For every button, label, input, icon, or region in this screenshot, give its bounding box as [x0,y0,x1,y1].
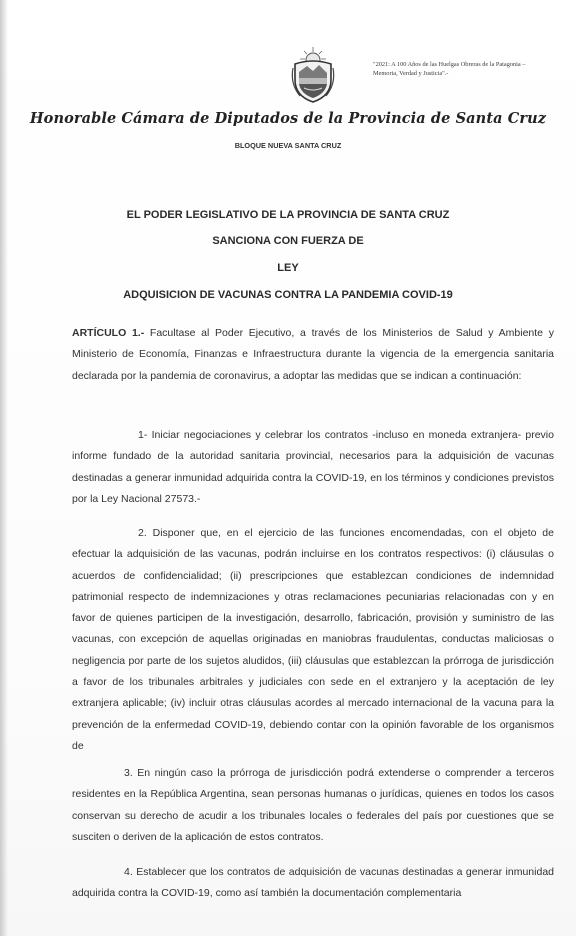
heading-legislative-power: EL PODER LEGISLATIVO DE LA PROVINCIA DE SANTA CRUZ [126,209,450,221]
item-3: 3. En ningún caso la prórroga de jurisdicción podrá extenderse o comprender a terceros residentes en la República Argentina, sean personas humanas o jurídicas, quienes en todos los casos conservan su derecho de acudir a los tribunales locales o federales del país por cuestiones que se susciten o deriven de la aplicación de estos contratos. [72,767,554,843]
chamber-title: Honorable Cámara de Diputados de la Provincia de Santa Cruz [29,110,547,127]
item-1: 1- Iniciar negociaciones y celebrar los contratos -incluso en moneda extranjera- previo informe fundado de la autoridad sanitaria provincial, necesarios para la adquisición de vacunas destinadas a generar inmunidad adquirida contra la COVID-19, en los términos y condiciones previstos por la Ley Nacional 27573.- [72,429,554,505]
heading-law-title: ADQUISICION DE VACUNAS CONTRA LA PANDEMIA COVID-19 [123,289,453,301]
provincial-seal-icon [290,44,336,104]
item-2: 2. Disponer que, en el ejercicio de las funciones encomendadas, con el objeto de efectuar la adquisición de las vacunas, podrán incluirse en los contratos respectivos: (i) cláusulas o acuerdos de confidencialidad; (ii) prescripciones que establezcan condiciones de indemnidad patrimonial respecto de indemnizaciones y otras reclamaciones pecuniarias relacionadas con y en favor de quienes participen de la investigación, desarrollo, fabricación, provisión y suministro de las vacunas, con excepción de aquellas originadas en maniobras fraudulentas, conductas maliciosas o negligencia por parte de los sujetos aludidos, (iii) cláusulas que establezcan la prórroga de jurisdicción a favor de los tribunales arbitrales y judiciales con sede en el extranjero y la aceptación de ley extranjera aplicable; (iv) incluir otras cláusulas acordes al mercado internacional de la vacuna para la prevención de la enfermedad COVID-19, debiendo contar con la opinión favorable de los organismos de [72,527,554,752]
item-4: 4. Establecer que los contratos de adquisición de vacunas destinadas a generar inmunidad adquirida contra la COVID-19, como así también la documentación complementaria [72,866,554,900]
article-1-text: Facultase al Poder Ejecutivo, a través de los Ministerios de Salud y Ambiente y Ministerio de Economía, Finanzas e Infraestructura durante la vigencia de la emergencia sanitaria declarada por la pandemia de coronavirus, a adoptar las medidas que se indican a continuación: [72,327,554,382]
heading-law: LEY [277,262,299,274]
bloc-name: BLOQUE NUEVA SANTA CRUZ [234,141,342,150]
article-1 [72,323,554,387]
article-1-label: ARTÍCULO 1.- [72,327,145,339]
year-motto: "2021: A 100 Años de las Huelgas Obreras de la Patagonia – Memoria, Verdad y Justicia".- [373,61,526,77]
heading-sanctions: SANCIONA CON FUERZA DE [212,235,364,247]
